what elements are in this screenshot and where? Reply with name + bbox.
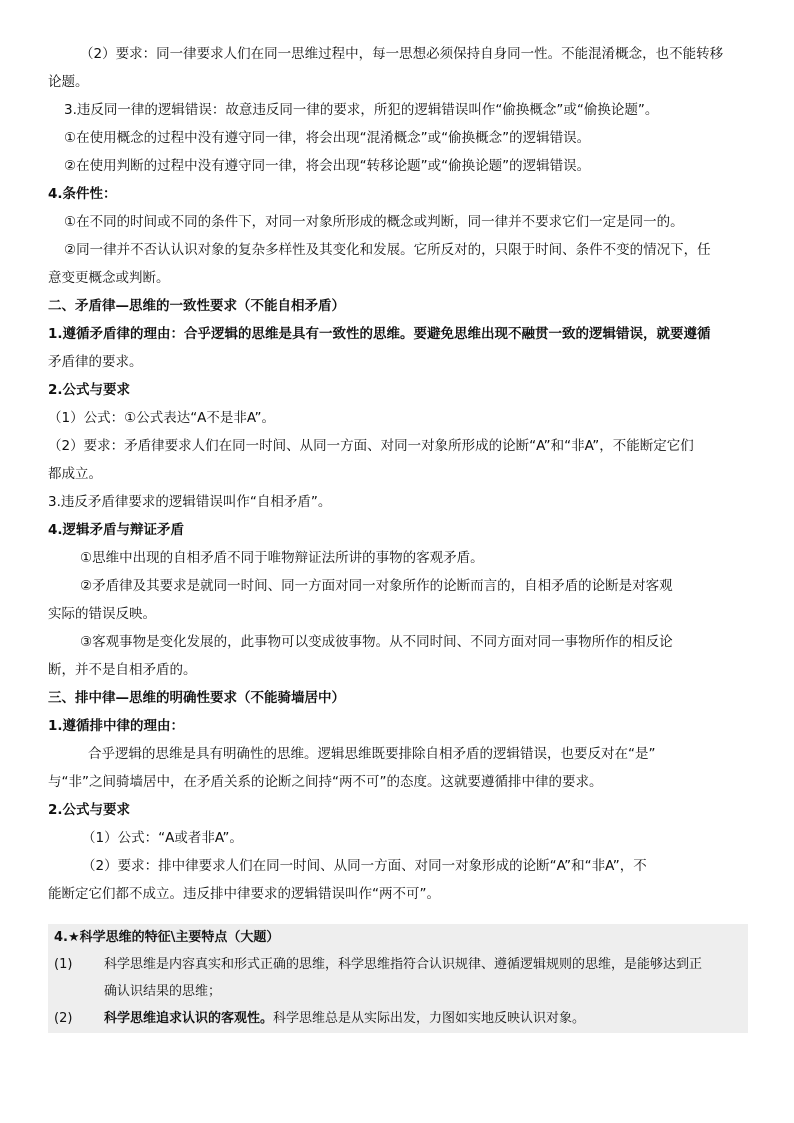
section-heading: 2.公式与要求: [48, 802, 131, 818]
box-item-continued: 确认识结果的思维；: [104, 984, 222, 999]
section-heading: 1.遵循排中律的理由：: [48, 718, 185, 734]
box-item: [48, 1005, 748, 1032]
item-text: 科学思维总是从实际出发，力图如实地反映认识对象。: [273, 1011, 586, 1026]
box-item: [48, 951, 748, 978]
paragraph-line: 断，并不是自相矛盾的。: [48, 662, 197, 678]
paragraph-line: 能断定它们都不成立。违反排中律要求的逻辑错误叫作“两不可”。: [48, 886, 440, 902]
paragraph-line: ②在使用判断的过程中没有遵守同一律，将会出现“转移论题”或“偷换论题”的逻辑错误。: [64, 158, 591, 174]
paragraph-line: （1）公式：“A或者非A”。: [82, 830, 243, 846]
paragraph-line: （2）要求：矛盾律要求人们在同一时间、从同一方面、对同一对象所形成的论断“A”和“非A”，不能断定它们: [48, 438, 694, 454]
paragraph-line: 合乎逻辑的思维是具有明确性的思维。逻辑思维既要排除自相矛盾的逻辑错误，也要反对在“是”: [88, 746, 656, 762]
paragraph-line: 实际的错误反映。: [48, 606, 156, 622]
paragraph-line: 3.违反同一律的逻辑错误：故意违反同一律的要求，所犯的逻辑错误叫作“偷换概念”或“偷换论题”。: [64, 102, 659, 118]
box-title: 4.★科学思维的特征\主要特点（大题）: [54, 930, 280, 945]
paragraph-line: （2）要求：同一律要求人们在同一思维过程中，每一思想必须保持自身同一性。不能混淆概念，也不能转移: [80, 46, 724, 62]
paragraph-line: ①思维中出现的自相矛盾不同于唯物辩证法所讲的事物的客观矛盾。: [80, 550, 484, 566]
highlight-box: [48, 924, 748, 1033]
document-body: [48, 40, 748, 908]
paragraph-line: 与“非”之间骑墙居中，在矛盾关系的论断之间持“两不可”的态度。这就要遵循排中律的要求。: [48, 774, 603, 790]
paragraph-line: 都成立。: [48, 466, 102, 482]
section-heading: 2.公式与要求: [48, 382, 131, 398]
paragraph-line: （2）要求：排中律要求人们在同一时间、从同一方面、对同一对象形成的论断“A”和“非A”，不: [82, 858, 647, 874]
section-heading: 三、排中律—思维的明确性要求（不能骑墙居中）: [48, 690, 345, 706]
paragraph-line: ①在不同的时间或不同的条件下，对同一对象所形成的概念或判断，同一律并不要求它们一定是同一的。: [64, 214, 684, 230]
section-heading: 4.条件性：: [48, 186, 117, 202]
paragraph-line: ②矛盾律及其要求是就同一时间、同一方面对同一对象所作的论断而言的，自相矛盾的论断是对客观: [80, 578, 673, 594]
section-heading: 二、矛盾律—思维的一致性要求（不能自相矛盾）: [48, 298, 345, 314]
paragraph-line: [48, 320, 748, 348]
item-number: (2): [54, 1011, 73, 1026]
item-bold-text: 科学思维追求认识的客观性。: [104, 1011, 274, 1026]
paragraph-line: 论题。: [48, 74, 89, 90]
item-number: (1): [54, 957, 73, 972]
section-heading: 4.逻辑矛盾与辩证矛盾: [48, 522, 185, 538]
paragraph-line: 3.违反矛盾律要求的逻辑错误叫作“自相矛盾”。: [48, 494, 332, 510]
paragraph-line: （1）公式：①公式表达“A不是非A”。: [48, 410, 275, 426]
subheading: 1.遵循矛盾律的理由：合乎逻辑的思维是具有一致性的思维。要避免思维出现不融贯一致的逻辑错误，就要遵循: [48, 326, 711, 342]
paragraph-line: ②同一律并不否认认识对象的复杂多样性及其变化和发展。它所反对的，只限于时间、条件不变的情况下，任: [64, 242, 711, 258]
paragraph-line: 意变更概念或判断。: [48, 270, 170, 286]
item-text: 科学思维是内容真实和形式正确的思维，科学思维指符合认识规律、遵循逻辑规则的思维，是能够达到正: [104, 957, 703, 972]
paragraph-line: 矛盾律的要求。: [48, 354, 143, 370]
paragraph-line: ①在使用概念的过程中没有遵守同一律，将会出现“混淆概念”或“偷换概念”的逻辑错误。: [64, 130, 591, 146]
paragraph-line: ③客观事物是变化发展的，此事物可以变成彼事物。从不同时间、不同方面对同一事物所作的相反论: [80, 634, 673, 650]
